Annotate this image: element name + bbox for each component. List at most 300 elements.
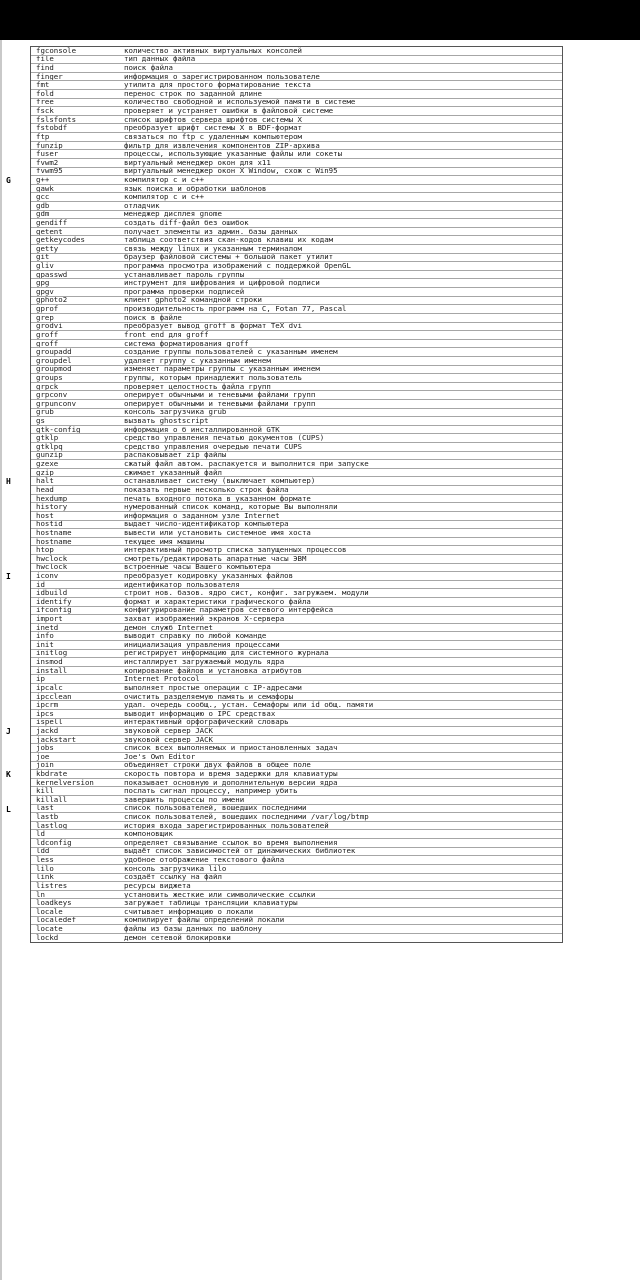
command-name: gzip [36, 468, 54, 477]
table-row [31, 899, 562, 908]
table-row [31, 391, 562, 400]
command-description: идентификатор пользователя [124, 580, 240, 589]
command-name: groff [36, 331, 59, 339]
table-row [31, 882, 562, 891]
command-name: ifconfig [36, 606, 72, 615]
command-name: localedef [36, 916, 77, 925]
command-description: информация о зарегистрированном пользователе [124, 72, 320, 81]
table-row [31, 770, 562, 779]
command-name: info [36, 632, 54, 641]
document-page [0, 40, 640, 1280]
command-name: last [36, 804, 54, 813]
section-letter: K [6, 770, 11, 780]
command-name: loadkeys [36, 899, 72, 908]
table-row [31, 839, 562, 848]
command-description: послать сигнал процессу, например убить [124, 787, 298, 796]
command-description: регистрирует информацию для системного журнала [124, 649, 329, 658]
command-name: groupdel [36, 356, 72, 365]
command-name: fvwm2 [36, 158, 59, 167]
command-name: ln [36, 890, 45, 899]
table-row [31, 607, 562, 616]
command-name: import [36, 615, 63, 624]
table-row [31, 288, 562, 297]
command-name: groupadd [36, 348, 72, 357]
command-description: конфигурирование параметров сетевого интерфейса [124, 606, 334, 615]
command-description: объединяет строки двух файлов в общее поле [124, 761, 311, 770]
command-name: locale [36, 907, 63, 916]
command-name: lastb [36, 813, 59, 822]
command-description: производительность программ на C, Fotan 77, Pascal [124, 305, 347, 314]
command-description: удобное отображение текстового файла [124, 856, 285, 865]
table-row [31, 452, 562, 461]
table-row [31, 589, 562, 598]
command-name: link [36, 873, 54, 882]
table-row [31, 925, 562, 934]
command-name: grpck [36, 382, 59, 391]
command-description: поиск файла [124, 64, 173, 73]
command-name: gphoto2 [36, 296, 68, 305]
command-description: информация о заданном узле Internet [124, 511, 280, 520]
command-name: fgconsole [36, 47, 77, 55]
table-row [31, 538, 562, 547]
command-description: список шрифтов сервера шрифтов системы X [124, 115, 302, 124]
command-description: смотреть/редактировать апаратные часы ЭВМ [124, 554, 307, 563]
table-row [31, 400, 562, 409]
command-description: система форматирования groff [124, 339, 249, 348]
command-description: консоль загрузчика grub [124, 408, 227, 417]
command-name: gpgv [36, 288, 54, 296]
command-description: история входа зарегистрированных пользователей [124, 821, 329, 830]
table-row [31, 271, 562, 280]
command-name: ip [36, 675, 45, 684]
table-row [31, 693, 562, 702]
command-name: hostid [36, 520, 63, 529]
table-row [31, 753, 562, 762]
command-description: связь между linux и указанным терминалом [124, 245, 302, 253]
command-name: find [36, 64, 54, 73]
command-description: инициализация управления процессами [124, 641, 280, 649]
command-description: показывает основную и дополнительную версии ядра [124, 778, 338, 787]
command-description: завершить процессы по имени [124, 796, 245, 804]
command-table [30, 46, 563, 943]
command-description: тип данных файла [124, 55, 196, 64]
command-description: создание группы пользователей с указанным именем [124, 348, 338, 357]
command-name: grodvi [36, 322, 63, 331]
command-name: idbuild [36, 589, 68, 598]
table-row [31, 848, 562, 857]
command-description: звуковой сервер JACK [124, 727, 213, 735]
command-description: компилирует файлы определений локали [124, 916, 285, 925]
command-description: удаляет группу с указанным именем [124, 356, 271, 365]
command-name: groups [36, 374, 63, 382]
command-name: join [36, 761, 54, 770]
command-name: gprof [36, 305, 59, 314]
command-description: сжимает указанный файл [124, 468, 222, 477]
command-description: поиск в файле [124, 313, 182, 322]
command-name: history [36, 503, 68, 512]
command-description: очистить разделяемую память и семафоры [124, 692, 294, 701]
command-name: less [36, 856, 54, 865]
table-row [31, 90, 562, 99]
command-description: звуковой сервер JACK [124, 735, 213, 744]
command-description: получает элементы из админ. базы данных [124, 227, 298, 236]
command-name: joe [36, 752, 50, 761]
command-description: виртуальный менеджер окон X Window, схож с Win95 [124, 167, 338, 176]
command-description: ресурсы виджета [124, 882, 191, 890]
command-name: hexdump [36, 494, 68, 503]
table-row [31, 150, 562, 159]
command-description: преобразует шрифт системы X в BDF-формат [124, 124, 302, 133]
command-name: gendiff [36, 219, 68, 227]
command-description: строит нов. базов. ядро сист, конфиг. загружаем. модули [124, 589, 369, 598]
command-description: останавливает систему (выключает компьютер) [124, 477, 316, 486]
table-row [31, 667, 562, 676]
command-name: fstobdf [36, 124, 68, 133]
command-name: identify [36, 598, 72, 606]
table-row [31, 357, 562, 366]
command-name: file [36, 55, 54, 64]
command-description: интерактивный просмотр списка запущенных процессов [124, 546, 347, 555]
command-name: getty [36, 245, 59, 253]
command-name: g++ [36, 176, 50, 184]
command-name: halt [36, 477, 54, 486]
table-row [31, 787, 562, 796]
command-description: группы, которым принадлежит пользователь [124, 374, 302, 382]
table-row [31, 374, 562, 383]
table-row [31, 133, 562, 142]
table-row [31, 219, 562, 228]
command-description: количество свободной и используемой памяти в системе [124, 98, 356, 107]
table-row [31, 417, 562, 426]
command-description: количество активных виртуальных консолей [124, 47, 302, 55]
command-name: gunzip [36, 451, 63, 460]
command-description: виртуальный менеджер окон для x11 [124, 158, 271, 167]
section-letter: I [6, 572, 11, 581]
command-description: компилятор с и с++ [124, 176, 205, 184]
command-description: браузер файловой системы + большой пакет утилит [124, 253, 334, 262]
command-name: host [36, 511, 54, 520]
table-row [31, 331, 562, 340]
command-name: ipcs [36, 709, 54, 718]
command-name: head [36, 486, 54, 494]
table-row [31, 245, 562, 254]
command-name: getkeycodes [36, 236, 85, 245]
command-name: gtklpq [36, 443, 63, 451]
command-name: lockd [36, 934, 59, 943]
table-row [31, 632, 562, 641]
table-row [31, 99, 562, 108]
table-row [31, 124, 562, 133]
table-row [31, 719, 562, 728]
command-name: hwclock [36, 563, 68, 572]
command-description: компоновщик [124, 830, 173, 839]
command-name: gdb [36, 201, 50, 210]
table-row [31, 193, 562, 202]
table-row [31, 64, 562, 73]
command-name: gtklp [36, 434, 59, 443]
command-name: kernelversion [36, 778, 94, 787]
command-name: gcc [36, 193, 50, 202]
command-name: grub [36, 408, 54, 417]
command-description: определяет связывание ссылок во время выполнения [124, 839, 338, 847]
table-row [31, 624, 562, 633]
table-row [31, 856, 562, 865]
command-name: free [36, 98, 54, 107]
table-row [31, 443, 562, 452]
table-row [31, 727, 562, 736]
command-description: изменяет параметры группы с указанным именем [124, 365, 320, 374]
command-name: iconv [36, 572, 59, 580]
table-row [31, 908, 562, 917]
command-description: файлы из базы данных по шаблону [124, 925, 262, 933]
table-row [31, 495, 562, 504]
command-name: finger [36, 72, 63, 81]
command-description: копирование файлов и установка атрибутов [124, 666, 302, 675]
command-name: hostname [36, 529, 72, 537]
section-letter: J [6, 727, 11, 737]
page-left-edge [0, 40, 2, 1280]
command-name: insmod [36, 658, 63, 667]
table-row [31, 503, 562, 512]
command-name: ipcclean [36, 692, 72, 701]
command-description: печать входного потока в указанном формате [124, 494, 311, 503]
table-row [31, 744, 562, 753]
command-name: jobs [36, 744, 54, 753]
table-row [31, 383, 562, 392]
command-description: выводит справку по любой команде [124, 632, 267, 641]
command-description: захват изображений экранов X-сервера [124, 615, 285, 624]
command-description: выдаёт список зависимостей от динамических библиотек [124, 847, 356, 856]
table-row [31, 564, 562, 573]
table-row [31, 684, 562, 693]
table-row [31, 297, 562, 306]
command-description: формат и характеристики графического файла [124, 598, 311, 606]
table-row [31, 521, 562, 530]
table-row [31, 159, 562, 168]
command-description: проверяет целостность файла групп [124, 382, 271, 391]
command-description: компилятор с и с++ [124, 193, 205, 202]
command-name: grpconv [36, 391, 68, 400]
command-description: создаёт ссылку на файл [124, 873, 222, 882]
command-name: grep [36, 313, 54, 322]
table-row [31, 598, 562, 607]
command-name: locate [36, 925, 63, 933]
command-description: программа проверки подписей [124, 288, 245, 296]
command-name: groff [36, 339, 59, 348]
table-row [31, 891, 562, 900]
command-description: клиент gphoto2 командной строки [124, 296, 262, 305]
table-row [31, 56, 562, 65]
command-description: удал. очередь сообщ., устан. Семафоры или id общ. памяти [124, 701, 374, 710]
table-row [31, 874, 562, 883]
table-row [31, 73, 562, 82]
table-row [31, 142, 562, 151]
command-name: killall [36, 796, 68, 804]
command-name: init [36, 641, 54, 649]
command-description: фильтр для извлечения компонентов ZIP-архива [124, 141, 320, 150]
table-row [31, 81, 562, 90]
command-name: gawk [36, 184, 54, 193]
table-row [31, 796, 562, 805]
table-row [31, 314, 562, 323]
command-name: fmt [36, 81, 50, 90]
command-name: grpunconv [36, 399, 77, 408]
table-row [31, 865, 562, 874]
table-row [31, 805, 562, 814]
command-name: kbdrate [36, 770, 68, 778]
command-description: Joe's Own Editor [124, 752, 196, 761]
table-row [31, 650, 562, 659]
table-row [31, 116, 562, 125]
table-row [31, 675, 562, 684]
command-name: git [36, 253, 50, 262]
table-row [31, 460, 562, 469]
table-row [31, 348, 562, 357]
command-description: проверяет и устраняет ошибки в файловой системе [124, 107, 334, 116]
command-description: инструмент для шифрования и цифровой подписи [124, 279, 320, 288]
command-name: gliv [36, 262, 54, 271]
table-row [31, 107, 562, 116]
table-row [31, 486, 562, 495]
table-row [31, 469, 562, 478]
table-row [31, 512, 562, 521]
command-description: Internet Protocol [124, 675, 200, 684]
command-description: выполняет простые операции с IP-адресами [124, 684, 302, 692]
table-row [31, 736, 562, 745]
command-name: fuser [36, 150, 59, 159]
command-name: jackstart [36, 735, 77, 744]
table-row [31, 254, 562, 263]
table-row [31, 323, 562, 332]
table-row [31, 762, 562, 771]
command-name: fsck [36, 107, 54, 116]
table-row [31, 426, 562, 435]
table-row [31, 340, 562, 349]
command-description: средство управления печатью документов (CUPS) [124, 434, 325, 443]
command-name: ldconfig [36, 839, 72, 847]
command-description: отладчик [124, 201, 160, 210]
table-row [31, 176, 562, 185]
command-description: выводит информацию о IPC средствах [124, 709, 276, 718]
table-row [31, 211, 562, 220]
table-row [31, 409, 562, 418]
command-description: связаться по ftp с удаленным компьютером [124, 133, 302, 141]
table-row [31, 710, 562, 719]
command-description: распаковывает zip файлы [124, 451, 227, 460]
command-name: hostname [36, 537, 72, 546]
command-description: выдает число-идентификатор компьютера [124, 520, 289, 529]
section-letter: H [6, 477, 11, 487]
command-description: программа просмотра изображений с поддержкой OpenGL [124, 262, 351, 271]
command-name: gzexe [36, 460, 59, 469]
command-description: список пользователей, вошедших последними [124, 804, 307, 813]
command-name: initlog [36, 649, 68, 658]
command-description: процессы, использующие указанные файлы или сокеты [124, 150, 343, 159]
section-letter: L [6, 804, 11, 814]
command-description: загружает таблицы трансляции клавиатуры [124, 899, 298, 908]
command-description: показать первые несколько строк файла [124, 486, 289, 494]
table-row [31, 236, 562, 245]
command-description: встроенные часы Вашего компьютера [124, 563, 271, 572]
command-name: lilo [36, 864, 54, 873]
command-name: ipcalc [36, 684, 63, 692]
command-name: hwclock [36, 554, 68, 563]
table-row [31, 813, 562, 822]
command-description: оперирует обычными и теневыми файлами групп [124, 399, 316, 408]
command-name: id [36, 580, 45, 589]
command-name: ispell [36, 718, 63, 727]
command-description: интерактивный орфографический словарь [124, 718, 289, 727]
command-description: оперирует обычными и теневыми файлами групп [124, 391, 316, 400]
table-row [31, 279, 562, 288]
command-description: скорость повтора и время задержки для клавиатуры [124, 770, 338, 778]
command-name: htop [36, 546, 54, 555]
command-name: ipcrm [36, 701, 59, 710]
section-letter: G [6, 175, 11, 185]
command-name: funzip [36, 141, 63, 150]
command-description: утилита для простого форматирование текста [124, 81, 311, 90]
command-name: kill [36, 787, 54, 796]
command-description: установить жесткие или символические ссылки [124, 890, 316, 899]
command-description: список всех выполняемых и приостановленных задач [124, 744, 338, 753]
command-description: front end для groff [124, 331, 209, 339]
command-description: создать diff-файл без ошибок [124, 219, 249, 227]
command-description: менеджер дисплея gnome [124, 210, 222, 219]
command-description: сжатый файл автом. распакуется и выполнится при запуске [124, 460, 369, 469]
command-description: считывает информацию о локали [124, 907, 254, 916]
command-description: список пользователей, вошедших последними /var/log/btmp [124, 813, 369, 822]
command-name: ld [36, 830, 45, 839]
command-name: fvwm95 [36, 167, 63, 176]
table-row [31, 546, 562, 555]
command-description: средство управления очередью печати CUPS [124, 443, 302, 451]
table-row [31, 202, 562, 211]
table-row [31, 185, 562, 194]
table-row [31, 641, 562, 650]
table-row [31, 779, 562, 788]
table-row [31, 830, 562, 839]
command-name: getent [36, 227, 63, 236]
command-description: таблица соответствия скан-кодов клавиш их кодам [124, 236, 334, 245]
command-name: gpg [36, 279, 50, 288]
table-row [31, 529, 562, 538]
table-row [31, 822, 562, 831]
command-name: gdm [36, 210, 50, 219]
command-description: текущее имя машины [124, 537, 205, 546]
table-row [31, 434, 562, 443]
command-description: преобразует вывод groff в формат TeX dvi [124, 322, 302, 331]
table-row [31, 701, 562, 710]
command-name: fold [36, 90, 54, 98]
command-name: listres [36, 882, 68, 890]
command-name: lastlog [36, 821, 68, 830]
command-name: fslsfonts [36, 115, 77, 124]
table-row [31, 228, 562, 237]
table-row [31, 305, 562, 314]
command-description: нумерованный список команд, которые Вы выполняли [124, 503, 338, 512]
command-description: демон служб Internet [124, 623, 213, 632]
command-description: консоль загрузчика lilo [124, 864, 227, 873]
command-description: информация о б инсталлированной GTK [124, 425, 280, 434]
command-description: инсталлирует загружаемый модуль ядра [124, 658, 285, 667]
table-row [31, 555, 562, 564]
table-row [31, 47, 562, 56]
command-name: gs [36, 417, 45, 426]
command-description: устанавливает пароль группы [124, 270, 245, 279]
table-row [31, 262, 562, 271]
command-description: вызвать ghostscript [124, 417, 209, 426]
command-name: gpasswd [36, 270, 68, 279]
